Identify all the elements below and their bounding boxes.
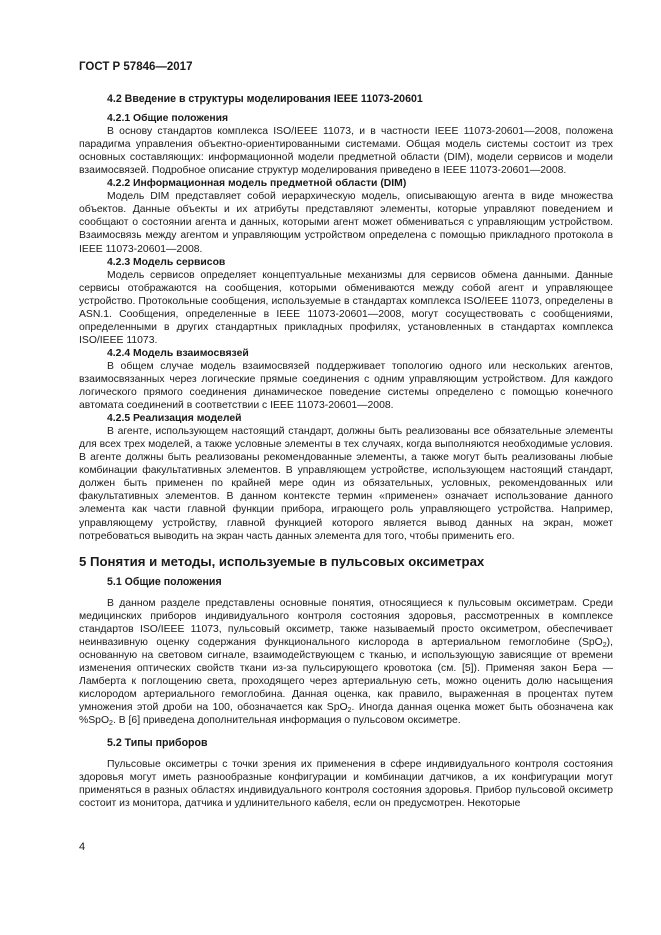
standard-header: ГОСТ Р 57846—2017	[79, 61, 193, 73]
section-4-2-1-title: 4.2.1 Общие положения	[107, 113, 229, 125]
section-4-2-2-text: Модель DIM представляет собой иерархическую модель, описывающую агента в виде множества объектов. Данные объекты и их атрибуты представляют элементы, которые управляют поведением и сообщают о состоянии агента и данных, которыми агент может обмениваться с управляющим устройством. Взаимосвязь между агентом и управляющим устройством определена с помощью прикладного протокола в IEEE 11073-20601—2008.	[79, 191, 613, 255]
subscript: 2	[109, 720, 113, 728]
section-5-2-title: 5.2 Типы приборов	[107, 737, 208, 750]
section-5-1-text	[79, 597, 613, 727]
section-4-2-2-title: 4.2.2 Информационная модель предметной области (DIM)	[107, 178, 407, 190]
text-part: . В [6] приведена дополнительная информация о пульсовом оксиметре.	[112, 715, 461, 727]
section-4-2-4-title: 4.2.4 Модель взаимосвязей	[107, 347, 249, 359]
text-part: ), основанную на световом сигнале, взаимодействующем с тканью, и использующую зависящие от времени изменения оптических свойств ткани из-за пульсирующего кровотока (см. [5]). Применяя закон Бера — Ламберта к поглощению света, проходящего через артериальную сеть, можно оценить долю насыщения кислородом артериального гемоглобина. Данная оценка, как правило, выраженная в процентах путем умножения этой дроби на 100, обозначается как SpO	[79, 636, 613, 714]
section-5-1-title: 5.1 Общие положения	[107, 575, 222, 588]
section-4-2-4-text: В общем случае модель взаимосвязей поддерживает топологию одного или нескольких агентов, взаимосвязанных через логические прямые соединения с одним управляющим устройством. Для каждого логического прямого соединения динамическое поведение системы определено с помощью конечного автомата соединений в соответствии с IEEE 11073-20601—2008.	[79, 360, 613, 412]
page-content	[79, 86, 613, 810]
page-number: 4	[79, 841, 86, 853]
subscript: 2	[347, 707, 352, 715]
section-4-2-3-text: Модель сервисов определяет концептуальные механизмы для сервисов обмена данными. Данные сервисы отображаются на сообщения, которыми обмениваются между собой агент и управляющее устройство. Протокольные сообщения, используемые в стандартах комплекса ISO/IEEE 11073, определены в ASN.1. Сообщения, определенные в IEEE 11073-20601—2008, могут сосуществовать с сообщениями, определенными в других стандартных прикладных профилях, установленных в стандартах комплекса ISO/IEEE 11073.	[79, 269, 613, 346]
subscript: 2	[602, 641, 607, 649]
section-4-2-3-title: 4.2.3 Модель сервисов	[107, 256, 226, 268]
text-part: . Иногда данная оценка может быть обозначена как %SpO	[79, 702, 613, 727]
section-4-2-5-text: В агенте, использующем настоящий стандарт, должны быть реализованы все обязательные элементы для всех трех моделей, а также условные элементы в тех случаях, когда выполняются необходимые условия. В агенте должны быть реализованы рекомендованные элементы, а также могут быть реализованы любые комбинации факультативных элементов. В управляющем устройстве, использующем настоящий стандарт, должен быть применен по крайней мере один из обязательных, условных, рекомендованных или факультативных элементов. В данном контексте термин «применен» означает использование данного элемента как части главной функции прибора, играющего роль управляющего устройства. Например, управляющему устройству, главной функцией которого является вывод данных на экран, может потребоваться выводить на экран часть данных элемента для того, чтобы применить его.	[79, 426, 613, 542]
text-part: В данном разделе представлены основные понятия, относящиеся к пульсовым оксиметрам. Среди медицинских приборов индивидуального контроля состояния здоровья, рассмотренных в комплексе стандартов ISO/IEEE 11073, пульсовый оксиметр, также называемый просто оксиметром, обеспечивает неинвазивную оценку содержания функционального кислорода в артериальном гемоглобине (SpO	[79, 597, 613, 648]
section-4-2-title: 4.2 Введение в структуры моделирования IEEE 11073-20601	[107, 93, 423, 105]
section-5-2-text: Пульсовые оксиметры с точки зрения их применения в сфере индивидуального контроля состояния здоровья могут иметь разнообразные конфигурации и комбинации датчиков, а их конфигурации могут применяться в разных областях индивидуального контроля состояния здоровья. Прибор пульсовой оксиметр состоит из монитора, датчика и удлинительного кабеля, если он предусмотрен. Некоторые	[79, 759, 613, 810]
section-4-2-5-title: 4.2.5 Реализация моделей	[107, 413, 242, 425]
section-4-2-1-text: В основу стандартов комплекса ISO/IEEE 11073, и в частности IEEE 11073-20601—2008, положена парадигма управления объектно-ориентированными системами. Общая модель системы состоит из трех основных составляющих: информационной модели предметной области (DIM), модели сервисов и модели взаимосвязей. Подробное описание структур моделирования приведено в IEEE 11073-20601—2008.	[79, 126, 613, 177]
section-5-title: 5 Понятия и методы, используемые в пульсовых оксиметрах	[79, 553, 485, 569]
